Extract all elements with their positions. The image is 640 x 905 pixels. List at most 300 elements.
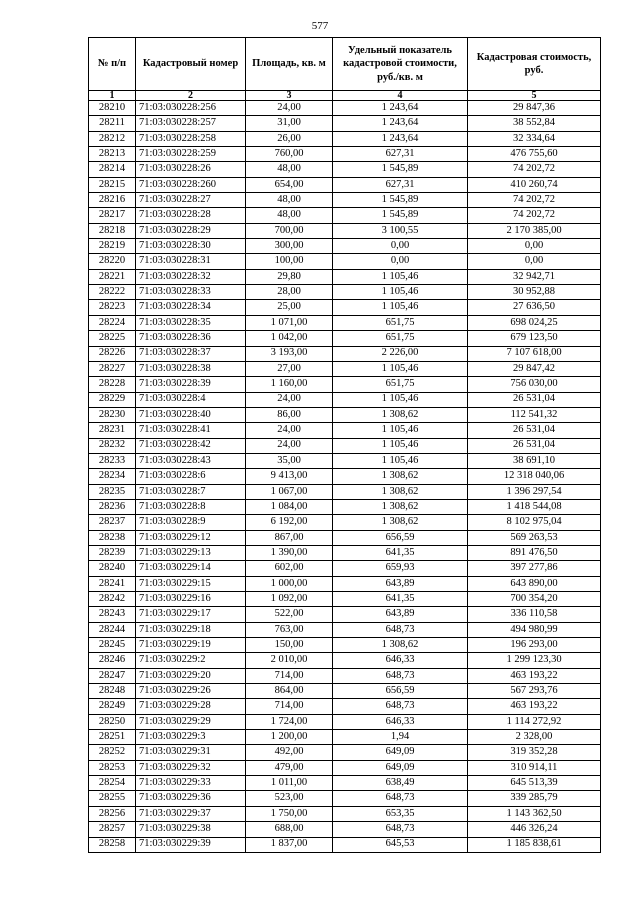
cell-cadastral-value: 26 531,04 [468,423,601,438]
cell-row-number: 28244 [89,622,136,637]
table-row [89,622,601,637]
cell-row-number: 28222 [89,285,136,300]
cell-unit-value: 1 545,89 [333,208,468,223]
cell-cadastral-value: 1 114 272,92 [468,714,601,729]
cell-cadastral-value: 463 193,22 [468,699,601,714]
table-row [89,438,601,453]
cell-area: 29,80 [246,269,333,284]
cell-cadastral-number: 71:03:030228:41 [136,423,246,438]
cell-row-number: 28212 [89,131,136,146]
cell-area: 1 000,00 [246,576,333,591]
cell-area: 300,00 [246,239,333,254]
table-row [89,653,601,668]
cell-cadastral-value: 32 334,64 [468,131,601,146]
cell-unit-value: 1,94 [333,730,468,745]
cell-unit-value: 651,75 [333,331,468,346]
cell-row-number: 28241 [89,576,136,591]
cell-cadastral-number: 71:03:030228:36 [136,331,246,346]
cadastral-value-table [88,37,601,853]
table-row [89,561,601,576]
cell-row-number: 28221 [89,269,136,284]
cell-area: 492,00 [246,745,333,760]
cell-unit-value: 1 105,46 [333,438,468,453]
cell-area: 24,00 [246,392,333,407]
table-row [89,269,601,284]
cell-cadastral-number: 71:03:030228:32 [136,269,246,284]
table-row [89,453,601,468]
cell-row-number: 28234 [89,469,136,484]
cell-area: 48,00 [246,193,333,208]
table-row [89,530,601,545]
cell-area: 654,00 [246,177,333,192]
cell-cadastral-value: 29 847,36 [468,101,601,116]
cell-cadastral-number: 71:03:030228:26 [136,162,246,177]
cell-cadastral-value: 410 260,74 [468,177,601,192]
cell-cadastral-number: 71:03:030228:37 [136,346,246,361]
table-row [89,730,601,745]
cell-cadastral-value: 1 185 838,61 [468,837,601,852]
cell-cadastral-value: 679 123,50 [468,331,601,346]
table-row [89,668,601,683]
cell-row-number: 28238 [89,530,136,545]
cell-unit-value: 659,93 [333,561,468,576]
cell-cadastral-number: 71:03:030228:35 [136,315,246,330]
table-row [89,162,601,177]
cell-row-number: 28245 [89,638,136,653]
cell-area: 763,00 [246,622,333,637]
table-row [89,776,601,791]
cell-cadastral-number: 71:03:030228:38 [136,361,246,376]
table-row [89,760,601,775]
cell-area: 100,00 [246,254,333,269]
cell-cadastral-number: 71:03:030229:31 [136,745,246,760]
table-row [89,315,601,330]
cell-cadastral-number: 71:03:030228:8 [136,499,246,514]
cell-row-number: 28243 [89,607,136,622]
table-row [89,361,601,376]
cell-row-number: 28210 [89,101,136,116]
cell-cadastral-number: 71:03:030229:37 [136,806,246,821]
cell-row-number: 28233 [89,453,136,468]
cell-cadastral-value: 196 293,00 [468,638,601,653]
column-index-row [89,91,601,101]
cell-cadastral-value: 74 202,72 [468,193,601,208]
header-area: Площадь, кв. м [246,38,333,91]
table-row [89,193,601,208]
cell-row-number: 28253 [89,760,136,775]
cell-unit-value: 641,35 [333,592,468,607]
cell-row-number: 28223 [89,300,136,315]
cell-cadastral-value: 8 102 975,04 [468,515,601,530]
cell-area: 1 160,00 [246,377,333,392]
cell-unit-value: 645,53 [333,837,468,852]
cell-unit-value: 1 105,46 [333,300,468,315]
cell-unit-value: 656,59 [333,684,468,699]
cell-area: 6 192,00 [246,515,333,530]
cell-area: 714,00 [246,699,333,714]
cell-cadastral-value: 112 541,32 [468,407,601,422]
cell-cadastral-number: 71:03:030229:28 [136,699,246,714]
cell-row-number: 28228 [89,377,136,392]
column-index: 1 [89,91,136,101]
cell-cadastral-value: 26 531,04 [468,438,601,453]
cell-unit-value: 1 545,89 [333,162,468,177]
cell-unit-value: 1 308,62 [333,484,468,499]
cell-unit-value: 1 243,64 [333,116,468,131]
cell-cadastral-number: 71:03:030229:36 [136,791,246,806]
cell-cadastral-value: 339 285,79 [468,791,601,806]
cell-cadastral-number: 71:03:030228:30 [136,239,246,254]
cell-area: 1 071,00 [246,315,333,330]
cell-area: 760,00 [246,147,333,162]
cell-area: 688,00 [246,822,333,837]
table-row [89,300,601,315]
cell-area: 1 011,00 [246,776,333,791]
cell-cadastral-value: 494 980,99 [468,622,601,637]
cell-unit-value: 649,09 [333,760,468,775]
cell-cadastral-value: 463 193,22 [468,668,601,683]
cell-unit-value: 648,73 [333,622,468,637]
cell-area: 1 750,00 [246,806,333,821]
cell-cadastral-number: 71:03:030229:16 [136,592,246,607]
cell-cadastral-value: 476 755,60 [468,147,601,162]
cell-cadastral-value: 2 328,00 [468,730,601,745]
table-row [89,116,601,131]
table-row [89,223,601,238]
cell-cadastral-number: 71:03:030228:7 [136,484,246,499]
table-row [89,331,601,346]
cell-cadastral-value: 319 352,28 [468,745,601,760]
table-row [89,714,601,729]
cell-cadastral-number: 71:03:030229:39 [136,837,246,852]
cell-row-number: 28254 [89,776,136,791]
column-index: 3 [246,91,333,101]
cell-area: 700,00 [246,223,333,238]
cell-unit-value: 1 105,46 [333,453,468,468]
cell-unit-value: 2 226,00 [333,346,468,361]
cell-unit-value: 656,59 [333,530,468,545]
cell-cadastral-number: 71:03:030228:29 [136,223,246,238]
cell-unit-value: 1 105,46 [333,285,468,300]
cell-cadastral-number: 71:03:030228:27 [136,193,246,208]
cell-cadastral-value: 446 326,24 [468,822,601,837]
cell-row-number: 28237 [89,515,136,530]
cell-cadastral-value: 7 107 618,00 [468,346,601,361]
cell-row-number: 28240 [89,561,136,576]
table-row [89,684,601,699]
cell-area: 48,00 [246,162,333,177]
cell-area: 864,00 [246,684,333,699]
cell-unit-value: 1 243,64 [333,101,468,116]
table-row [89,592,601,607]
table-row [89,576,601,591]
cell-unit-value: 638,49 [333,776,468,791]
cell-row-number: 28211 [89,116,136,131]
cell-row-number: 28257 [89,822,136,837]
cell-area: 522,00 [246,607,333,622]
table-row [89,177,601,192]
cell-cadastral-value: 0,00 [468,254,601,269]
cell-row-number: 28250 [89,714,136,729]
cell-area: 24,00 [246,423,333,438]
page-number: 577 [311,20,329,32]
table-row [89,607,601,622]
cell-row-number: 28224 [89,315,136,330]
cell-unit-value: 1 243,64 [333,131,468,146]
cell-unit-value: 648,73 [333,791,468,806]
cell-cadastral-value: 74 202,72 [468,162,601,177]
cell-unit-value: 648,73 [333,822,468,837]
cell-unit-value: 643,89 [333,607,468,622]
cell-unit-value: 1 308,62 [333,469,468,484]
cell-cadastral-value: 698 024,25 [468,315,601,330]
cell-area: 1 200,00 [246,730,333,745]
cell-cadastral-value: 2 170 385,00 [468,223,601,238]
cell-cadastral-value: 38 691,10 [468,453,601,468]
cell-row-number: 28252 [89,745,136,760]
cell-area: 24,00 [246,101,333,116]
cell-area: 1 067,00 [246,484,333,499]
table-row [89,469,601,484]
cell-row-number: 28213 [89,147,136,162]
cell-unit-value: 0,00 [333,239,468,254]
cell-cadastral-value: 1 299 123,30 [468,653,601,668]
cell-cadastral-value: 1 418 544,08 [468,499,601,514]
cell-cadastral-value: 30 952,88 [468,285,601,300]
cell-row-number: 28216 [89,193,136,208]
cell-unit-value: 1 105,46 [333,269,468,284]
cell-cadastral-number: 71:03:030228:257 [136,116,246,131]
cell-cadastral-number: 71:03:030229:19 [136,638,246,653]
cell-unit-value: 0,00 [333,254,468,269]
cell-cadastral-value: 26 531,04 [468,392,601,407]
table-row [89,515,601,530]
cell-unit-value: 1 105,46 [333,361,468,376]
cell-area: 35,00 [246,453,333,468]
cell-row-number: 28246 [89,653,136,668]
cell-cadastral-value: 1 396 297,54 [468,484,601,499]
table-row [89,377,601,392]
cell-area: 523,00 [246,791,333,806]
cell-row-number: 28217 [89,208,136,223]
cell-unit-value: 1 545,89 [333,193,468,208]
cell-cadastral-number: 71:03:030228:31 [136,254,246,269]
cell-cadastral-number: 71:03:030228:259 [136,147,246,162]
table-body [89,101,601,853]
cell-cadastral-number: 71:03:030228:28 [136,208,246,223]
cell-unit-value: 649,09 [333,745,468,760]
cell-cadastral-value: 74 202,72 [468,208,601,223]
table-row [89,423,601,438]
cell-row-number: 28229 [89,392,136,407]
cell-area: 1 084,00 [246,499,333,514]
cell-row-number: 28247 [89,668,136,683]
cell-cadastral-number: 71:03:030228:33 [136,285,246,300]
cell-cadastral-value: 645 513,39 [468,776,601,791]
cell-cadastral-value: 12 318 040,06 [468,469,601,484]
cell-unit-value: 3 100,55 [333,223,468,238]
cell-row-number: 28251 [89,730,136,745]
cell-cadastral-value: 397 277,86 [468,561,601,576]
cell-row-number: 28248 [89,684,136,699]
cell-row-number: 28226 [89,346,136,361]
table-row [89,545,601,560]
cell-cadastral-number: 71:03:030228:256 [136,101,246,116]
table-row [89,837,601,852]
cell-area: 24,00 [246,438,333,453]
cell-cadastral-value: 756 030,00 [468,377,601,392]
cell-cadastral-number: 71:03:030228:42 [136,438,246,453]
cell-area: 867,00 [246,530,333,545]
cell-cadastral-number: 71:03:030229:18 [136,622,246,637]
cell-row-number: 28227 [89,361,136,376]
cell-cadastral-value: 32 942,71 [468,269,601,284]
cell-area: 9 413,00 [246,469,333,484]
cell-area: 31,00 [246,116,333,131]
cell-cadastral-number: 71:03:030228:258 [136,131,246,146]
cell-row-number: 28236 [89,499,136,514]
cell-row-number: 28258 [89,837,136,852]
cell-area: 48,00 [246,208,333,223]
cell-unit-value: 1 105,46 [333,392,468,407]
cell-area: 479,00 [246,760,333,775]
cell-unit-value: 646,33 [333,714,468,729]
table-row [89,499,601,514]
cell-cadastral-number: 71:03:030229:17 [136,607,246,622]
cell-unit-value: 648,73 [333,699,468,714]
table-row [89,806,601,821]
table-row [89,392,601,407]
cell-area: 86,00 [246,407,333,422]
cell-row-number: 28249 [89,699,136,714]
cell-row-number: 28242 [89,592,136,607]
table-row [89,101,601,116]
table-row [89,484,601,499]
cell-area: 1 390,00 [246,545,333,560]
cell-row-number: 28220 [89,254,136,269]
cell-unit-value: 1 308,62 [333,407,468,422]
cell-area: 150,00 [246,638,333,653]
cell-cadastral-number: 71:03:030228:39 [136,377,246,392]
table-row [89,791,601,806]
cell-unit-value: 653,35 [333,806,468,821]
cell-cadastral-number: 71:03:030229:29 [136,714,246,729]
cell-area: 26,00 [246,131,333,146]
cell-cadastral-value: 700 354,20 [468,592,601,607]
cell-row-number: 28255 [89,791,136,806]
cell-cadastral-value: 643 890,00 [468,576,601,591]
cell-cadastral-value: 0,00 [468,239,601,254]
cell-cadastral-value: 29 847,42 [468,361,601,376]
cell-area: 602,00 [246,561,333,576]
header-cadastral-number: Кадастровый номер [136,38,246,91]
cell-unit-value: 1 308,62 [333,515,468,530]
table-row [89,346,601,361]
cell-row-number: 28219 [89,239,136,254]
cell-area: 1 092,00 [246,592,333,607]
cell-cadastral-number: 71:03:030228:40 [136,407,246,422]
cell-cadastral-number: 71:03:030229:3 [136,730,246,745]
cell-cadastral-value: 38 552,84 [468,116,601,131]
table-row [89,285,601,300]
cell-cadastral-number: 71:03:030229:33 [136,776,246,791]
table-row [89,239,601,254]
cell-row-number: 28256 [89,806,136,821]
cell-area: 1 837,00 [246,837,333,852]
table-header-row [89,38,601,91]
cell-cadastral-number: 71:03:030228:34 [136,300,246,315]
table-row [89,254,601,269]
cell-area: 2 010,00 [246,653,333,668]
cell-unit-value: 651,75 [333,315,468,330]
cell-row-number: 28215 [89,177,136,192]
cell-row-number: 28218 [89,223,136,238]
table-row [89,208,601,223]
cell-area: 25,00 [246,300,333,315]
column-index: 2 [136,91,246,101]
cell-cadastral-number: 71:03:030229:13 [136,545,246,560]
cell-row-number: 28235 [89,484,136,499]
cell-cadastral-number: 71:03:030229:12 [136,530,246,545]
column-index: 4 [333,91,468,101]
cell-cadastral-number: 71:03:030229:2 [136,653,246,668]
cell-area: 1 042,00 [246,331,333,346]
cell-cadastral-number: 71:03:030228:6 [136,469,246,484]
cell-unit-value: 1 308,62 [333,499,468,514]
cell-row-number: 28225 [89,331,136,346]
header-row-number: № п/п [89,38,136,91]
cell-unit-value: 641,35 [333,545,468,560]
cell-cadastral-value: 1 143 362,50 [468,806,601,821]
cell-cadastral-number: 71:03:030229:26 [136,684,246,699]
table-row [89,131,601,146]
header-cadastral-value: Кадастровая стоимость, руб. [468,38,601,91]
cell-cadastral-value: 336 110,58 [468,607,601,622]
table-row [89,638,601,653]
cell-cadastral-number: 71:03:030228:43 [136,453,246,468]
cell-row-number: 28230 [89,407,136,422]
table-row [89,147,601,162]
cell-cadastral-value: 310 914,11 [468,760,601,775]
cell-area: 28,00 [246,285,333,300]
cell-area: 27,00 [246,361,333,376]
table-row [89,822,601,837]
cell-cadastral-value: 891 476,50 [468,545,601,560]
header-unit-value: Удельный показатель кадастровой стоимости, руб./кв. м [333,38,468,91]
cell-unit-value: 646,33 [333,653,468,668]
cell-unit-value: 648,73 [333,668,468,683]
cell-cadastral-number: 71:03:030229:38 [136,822,246,837]
cell-area: 1 724,00 [246,714,333,729]
cell-cadastral-value: 567 293,76 [468,684,601,699]
cell-cadastral-number: 71:03:030229:14 [136,561,246,576]
cell-cadastral-number: 71:03:030229:32 [136,760,246,775]
cell-cadastral-number: 71:03:030228:9 [136,515,246,530]
cell-row-number: 28239 [89,545,136,560]
cell-unit-value: 627,31 [333,147,468,162]
table-row [89,407,601,422]
table-row [89,745,601,760]
cell-unit-value: 1 105,46 [333,423,468,438]
cell-cadastral-value: 569 263,53 [468,530,601,545]
cell-cadastral-number: 71:03:030228:260 [136,177,246,192]
cell-unit-value: 627,31 [333,177,468,192]
cell-area: 3 193,00 [246,346,333,361]
column-index: 5 [468,91,601,101]
cell-unit-value: 1 308,62 [333,638,468,653]
cell-row-number: 28214 [89,162,136,177]
cell-row-number: 28232 [89,438,136,453]
